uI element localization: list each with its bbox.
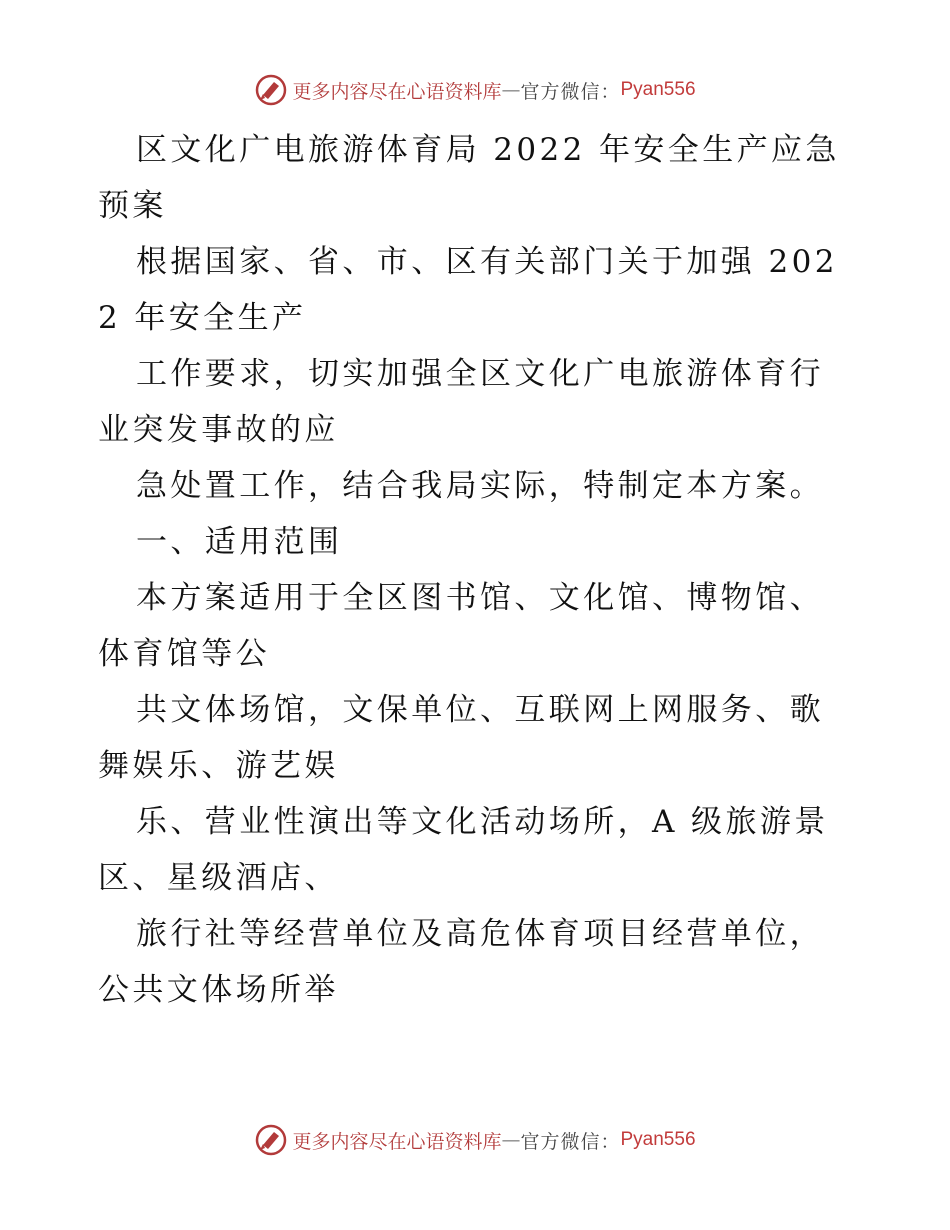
watermark-text: 更多内容尽在心语资料库 <box>292 1130 502 1153</box>
watermark-text: 更多内容尽在心语资料库 <box>292 80 502 103</box>
stamp-logo-icon <box>254 73 288 107</box>
watermark-separator: — <box>501 1129 521 1151</box>
paragraph: 共文体场馆，文保单位、互联网上网服务、歌舞娱乐、游艺娱 <box>98 692 824 784</box>
wechat-label: 官方微信： <box>520 80 621 103</box>
paragraph: 根据国家、省、市、区有关部门关于加强 2022 年安全生产 <box>98 244 838 336</box>
paragraph: 工作要求，切实加强全区文化广电旅游体育行业突发事故的应 <box>98 356 824 448</box>
wechat-id: Pyan556 <box>620 79 696 100</box>
section-heading: 一、适用范围 <box>136 524 343 560</box>
paragraph: 本方案适用于全区图书馆、文化馆、博物馆、体育馆等公 <box>98 580 824 672</box>
wechat-label: 官方微信： <box>520 1130 621 1153</box>
watermark-footer <box>0 1120 950 1160</box>
document-body <box>98 122 858 1018</box>
document-title: 区文化广电旅游体育局 2022 年安全生产应急预案 <box>98 132 840 224</box>
paragraph: 旅行社等经营单位及高危体育项目经营单位，公共文体场所举 <box>98 916 824 1008</box>
wechat-id: Pyan556 <box>620 1129 696 1150</box>
paragraph: 乐、营业性演出等文化活动场所，A 级旅游景区、星级酒店、 <box>98 804 829 896</box>
paragraph: 急处置工作，结合我局实际，特制定本方案。 <box>136 468 824 504</box>
watermark-header <box>0 70 950 110</box>
watermark-separator: — <box>501 79 521 101</box>
stamp-logo-icon <box>254 1123 288 1157</box>
